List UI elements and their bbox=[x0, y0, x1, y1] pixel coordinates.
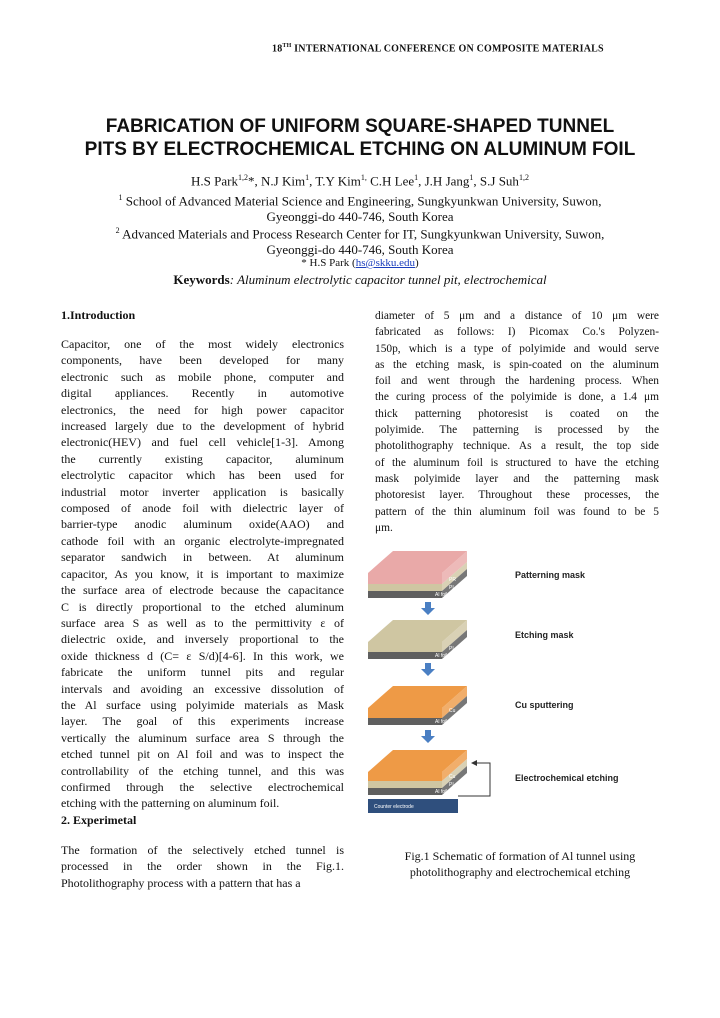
text-line: industrial motor inverter application is basically bbox=[61, 484, 344, 499]
figure-caption bbox=[375, 848, 665, 880]
text-line: C is directly proportional to the etched aluminum bbox=[61, 599, 344, 614]
author-separator: , bbox=[309, 173, 316, 189]
title-line-2: PITS BY ELECTROCHEMICAL ETCHING ON ALUMINUM FOIL bbox=[84, 139, 636, 160]
keywords-line bbox=[40, 272, 680, 288]
conference-header bbox=[272, 43, 604, 54]
down-arrow-icon bbox=[421, 730, 435, 743]
text-line: electrolytic capacitor which has been used for bbox=[61, 468, 344, 483]
author-separator: , bbox=[473, 173, 480, 189]
affiliation-2-line-2: Gyeonggi-do 440-746, South Korea bbox=[266, 242, 454, 258]
text-line: fabricate the uniform tunnel pits and regular bbox=[61, 665, 344, 680]
text-line: thick patterning photoresist is coated on the bbox=[375, 407, 659, 420]
text-line: barrier-type anodic aluminum oxide(AAO) and bbox=[61, 517, 344, 532]
text-line: diameter of 5 μm and a distance of 10 μm were bbox=[375, 310, 659, 322]
text-line: as the etching mask, is spin-coated on the aluminum bbox=[375, 358, 659, 371]
section-1-heading: 1.Introduction bbox=[61, 308, 136, 322]
text-line: The formation of the selectively etched tunnel is bbox=[61, 843, 344, 857]
author-affiliation-mark: 1,2 bbox=[518, 173, 529, 182]
step-label-patterning: Patterning mask bbox=[515, 570, 586, 580]
text-line: the currently existing capacitor, aluminum bbox=[61, 451, 344, 466]
text-line: composed of anode foil with dielectric layer of bbox=[61, 501, 344, 516]
step-cu-sputtering bbox=[368, 686, 574, 725]
affiliation-1-mark: 1 bbox=[118, 193, 123, 202]
cu-layer-front bbox=[368, 772, 442, 781]
text-line: components, have been developed for many bbox=[61, 353, 344, 368]
process-schematic-figure bbox=[365, 540, 665, 840]
text-line: photoresist layer. Throughout these processes, the bbox=[375, 489, 659, 502]
text-line: processed in the order shown in the Fig.1. bbox=[61, 859, 344, 874]
text-line: digital appliances. Recently in automotive bbox=[61, 386, 344, 401]
al-layer-front bbox=[368, 652, 442, 659]
pr-layer-front bbox=[368, 573, 442, 584]
pi-layer-front bbox=[368, 781, 442, 788]
step-label-electrochemical: Electrochemical etching bbox=[515, 773, 619, 783]
author-name: C.H Lee bbox=[370, 173, 415, 189]
header-text: INTERNATIONAL CONFERENCE ON COMPOSITE MATERIALS bbox=[291, 43, 604, 55]
layer-label-pr: PR bbox=[449, 577, 456, 583]
step-patterning-mask bbox=[368, 551, 586, 598]
author-affiliation-mark: 1 bbox=[414, 173, 419, 182]
text-line: vertically the aluminum surface area S through the bbox=[61, 730, 344, 745]
affiliation-2-line-1: Advanced Materials and Process Research Center for IT, Sungkyunkwan University, Suwon, bbox=[119, 226, 605, 242]
author-name: T.Y Kim bbox=[315, 173, 361, 189]
affiliation-1-line-1: School of Advanced Material Science and Engineering, Sungkyunkwan University, Suwon, bbox=[122, 193, 602, 209]
step-label-etching: Etching mask bbox=[515, 630, 574, 640]
text-line: confirmed through the selective electrochemical bbox=[61, 779, 344, 794]
pi-layer-front bbox=[368, 584, 442, 591]
layer-label-al: Al foil bbox=[435, 653, 448, 659]
text-line: the curing process of the polyimide is done, a 1.4 μm bbox=[375, 391, 659, 404]
affiliation-1-line-2: Gyeonggi-do 440-746, South Korea bbox=[266, 209, 454, 225]
text-line: layer. The goal of this experiments increase bbox=[61, 714, 344, 729]
text-line: controllability of the etching tunnel, and this was bbox=[61, 763, 344, 778]
text-line: foil and went through the hardening process. When bbox=[375, 375, 659, 388]
text-line: Capacitor, one of the most widely electronics bbox=[61, 337, 344, 351]
pi-layer-front bbox=[368, 642, 442, 652]
text-line: increased largely due to the development of hybrid bbox=[61, 419, 344, 434]
text-line: Photolithography process with a pattern that has a bbox=[61, 875, 301, 890]
text-line: capacitor, As you know, it is important to maximize bbox=[61, 566, 344, 581]
text-line: dielectric oxide, and inversely proportional to the bbox=[61, 632, 344, 647]
text-line: electronic such as mobile phone, computer and bbox=[61, 369, 344, 384]
author-name: J.H Jang bbox=[424, 173, 470, 189]
caption-line-1: Fig.1 Schematic of formation of Al tunnel using bbox=[404, 849, 636, 863]
text-line: of the aluminum foil is structured to have the etching bbox=[375, 456, 659, 469]
al-layer-front bbox=[368, 591, 442, 598]
counter-electrode-label: Counter electrode bbox=[374, 804, 414, 810]
layer-label-pi: PI bbox=[449, 782, 454, 788]
corresponding-prefix: * H.S Park ( bbox=[301, 257, 356, 269]
affiliation-2 bbox=[60, 223, 660, 258]
paper-title bbox=[40, 115, 680, 161]
introduction-body bbox=[61, 336, 344, 812]
text-line: etching with the patterning on aluminum foil. bbox=[61, 796, 280, 811]
text-line: fabricated as follows: I) Picomax Co.'s Polyzen- bbox=[375, 326, 659, 339]
keywords-colon: : bbox=[229, 272, 235, 287]
text-line: μm. bbox=[375, 521, 393, 534]
cu-layer-front bbox=[368, 708, 442, 718]
corresponding-suffix: ) bbox=[415, 257, 419, 269]
experimental-body bbox=[61, 842, 344, 891]
text-line: oxide thickness d (C= ε S/d)[4-6]. In this work, we bbox=[61, 648, 344, 663]
text-line: mask polyimide layer and the patterning mask bbox=[375, 472, 659, 485]
section-2-heading: 2. Experimetal bbox=[61, 813, 137, 827]
author-affiliation-mark: 1,2 bbox=[238, 173, 248, 182]
text-line: the surface area of electrode because the capacitance bbox=[61, 583, 344, 598]
affiliation-1 bbox=[60, 190, 660, 225]
text-line: surface area S as well as to the permittivity ε of bbox=[61, 615, 344, 630]
text-line: intervals and avoiding an excessive dissolution of bbox=[61, 681, 344, 696]
author-separator: *, bbox=[248, 173, 261, 189]
caption-line-2: photolithography and electrochemical etching bbox=[409, 865, 631, 879]
header-superscript: TH bbox=[282, 43, 292, 49]
text-line: cathode foil with an organic electrolyte-impregnated bbox=[61, 533, 344, 548]
al-layer-front bbox=[368, 788, 442, 795]
text-line: photolithography technique. As a result, the top side bbox=[375, 440, 659, 453]
title-line-1: FABRICATION OF UNIFORM SQUARE-SHAPED TUNNEL bbox=[105, 116, 615, 137]
header-number: 18 bbox=[272, 43, 283, 55]
author-affiliation-mark: 1, bbox=[360, 173, 367, 182]
layer-label-al: Al foil bbox=[435, 592, 448, 598]
author-affiliation-mark: 1 bbox=[469, 173, 474, 182]
keywords-text: Aluminum electrolytic capacitor tunnel pit, electrochemical bbox=[234, 272, 547, 287]
author-affiliation-mark: 1 bbox=[305, 173, 310, 182]
step-electrochemical-etching bbox=[368, 750, 619, 813]
layer-label-al: Al foil bbox=[435, 719, 448, 725]
text-line: electronics, the need for high power capacitor bbox=[61, 402, 344, 417]
affiliation-2-mark: 2 bbox=[115, 226, 120, 235]
author-separator: , bbox=[418, 173, 425, 189]
author-name: N.J Kim bbox=[261, 173, 306, 189]
al-layer-front bbox=[368, 718, 442, 725]
layer-label-al: Al foil bbox=[435, 789, 448, 795]
author-name: S.J Suh bbox=[479, 173, 519, 189]
email-link[interactable]: hs@skku.edu bbox=[355, 257, 416, 269]
corresponding-author bbox=[40, 257, 680, 269]
step-label-sputtering: Cu sputtering bbox=[515, 700, 574, 710]
wire-arrow-icon bbox=[471, 760, 477, 766]
text-line: the Al surface using polyimide materials as Mask bbox=[61, 697, 344, 712]
layer-label-pi: PI bbox=[449, 646, 454, 652]
text-line: etched tunnel pit on Al foil and was to inspect the bbox=[61, 747, 344, 762]
text-line: electronic(HEV) and fuel cell vehicle[1-3]. Among bbox=[61, 435, 344, 450]
layer-label-cu: Cu bbox=[449, 774, 456, 780]
layer-label-pi: PI bbox=[449, 585, 454, 591]
author-name: H.S Park bbox=[191, 173, 238, 189]
layer-label-cu: Cu bbox=[449, 708, 456, 714]
down-arrow-icon bbox=[421, 602, 435, 615]
text-line: polyimide. The patterning is processed by the bbox=[375, 424, 659, 437]
text-line: 150p, which is a type of polyimide and would serve bbox=[375, 342, 659, 355]
text-line: separator sandwich in between. At aluminum bbox=[61, 550, 344, 565]
down-arrow-icon bbox=[421, 663, 435, 676]
author-list bbox=[40, 173, 680, 189]
text-line: pattern of the thin aluminum foil was found to be 5 bbox=[375, 505, 659, 518]
column-2-body bbox=[375, 308, 659, 536]
keywords-label: Keywords bbox=[173, 272, 230, 287]
step-etching-mask bbox=[368, 620, 575, 659]
